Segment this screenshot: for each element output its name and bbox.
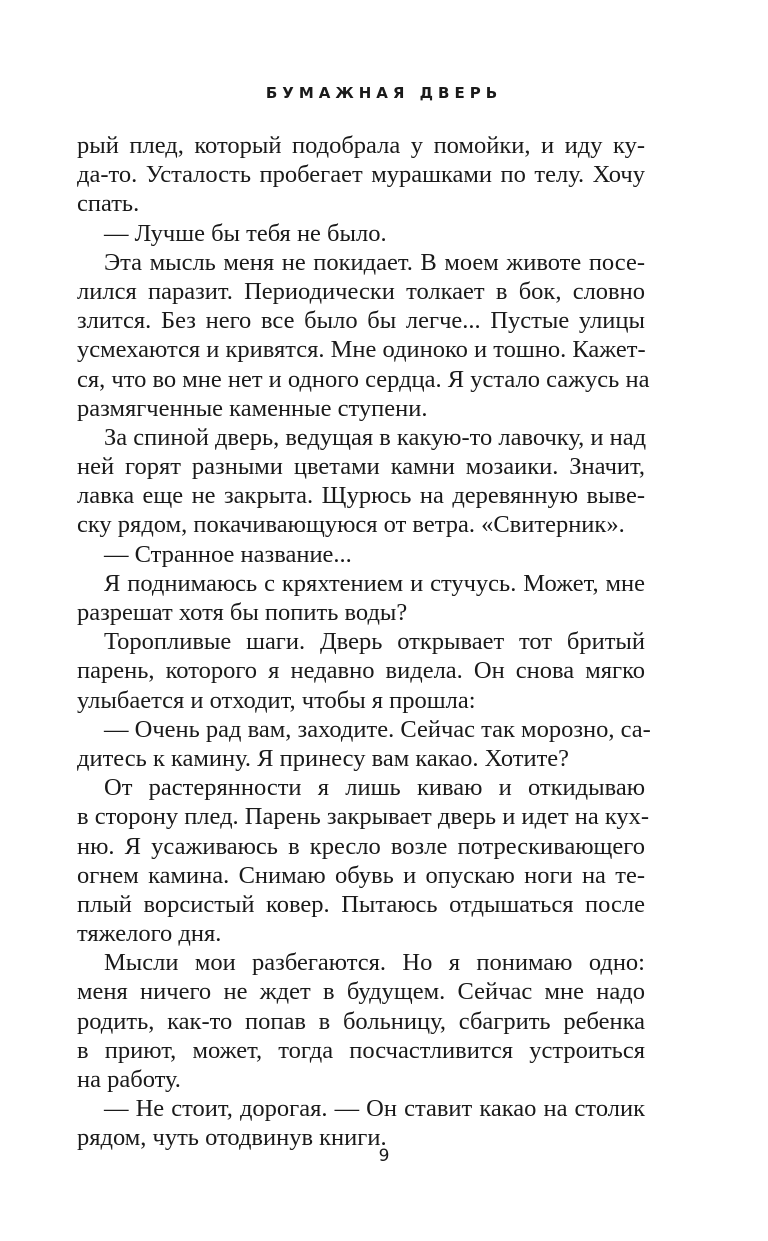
text-line: — Странное название... [104,540,352,568]
text-line: злится. Без него все было бы легче... Пустые улицы [77,307,645,335]
text-line: — Лучше бы тебя не было. [104,219,387,247]
text-line: родить, как-то попав в больницу, сбагрить ребенка [77,1007,645,1035]
text-line: — Не стоит, дорогая. — Он ставит какао на столик [104,1095,645,1123]
body-text [77,131,651,1153]
text-line: Я поднимаюсь с кряхтением и стучусь. Может, мне [104,569,645,597]
text-line: лился паразит. Периодически толкает в бок, словно [77,277,645,305]
text-line: ню. Я усаживаюсь в кресло возле потрескивающего [77,832,645,860]
text-line: ней горят разными цветами камни мозаики. Значит, [77,453,645,481]
text-line: За спиной дверь, ведущая в какую-то лавочку, и над [104,423,647,451]
text-line: плый ворсистый ковер. Пытаюсь отдышаться после [77,890,645,918]
text-line: улыбается и отходит, чтобы я прошла: [77,686,476,714]
text-line: От растерянности я лишь киваю и откидываю [104,774,645,802]
text-line: ску рядом, покачивающуюся от ветра. «Свитерник». [77,511,625,539]
text-line: Мысли мои разбегаются. Но я понимаю одно: [104,949,645,977]
text-line: меня ничего не ждет в будущем. Сейчас мне надо [77,978,645,1006]
text-line: на работу. [77,1066,181,1093]
text-line: Торопливые шаги. Дверь открывает тот бритый [104,628,645,656]
text-line: в сторону плед. Парень закрывает дверь и идет на кух- [77,803,650,831]
text-line: — Очень рад вам, заходите. Сейчас так морозно, са- [104,715,651,743]
text-line: рый плед, который подобрала у помойки, и иду ку- [77,132,645,159]
text-line: разрешат хотя бы попить воды? [77,599,408,626]
text-line: огнем камина. Снимаю обувь и опускаю ноги на те- [77,861,645,889]
text-line: размягченные каменные ступени. [77,394,428,422]
text-line: усмехаются и кривятся. Мне одиноко и тошно. Кажет- [77,336,646,364]
text-line: дитесь к камину. Я принесу вам какао. Хотите? [77,744,570,772]
text-line: рядом, чуть отодвинув книги. [77,1124,387,1152]
text-line: Эта мысль меня не покидает. В моем животе посе- [104,248,645,276]
text-line: в приют, может, тогда посчастливится устроиться [77,1036,645,1064]
text-line: да-то. Усталость пробегает мурашками по телу. Хочу [77,161,645,189]
text-line: спать. [77,190,140,218]
running-head: БУМАЖНАЯ ДВЕРЬ [265,84,503,102]
text-line: парень, которого я недавно видела. Он снова мягко [77,657,645,685]
text-line: лавка еще не закрыта. Щурюсь на деревянную выве- [77,482,645,510]
page-number: 9 [378,1146,390,1166]
text-line: тяжелого дня. [77,920,222,948]
text-line: ся, что во мне нет и одного сердца. Я устало сажусь на [77,365,650,393]
